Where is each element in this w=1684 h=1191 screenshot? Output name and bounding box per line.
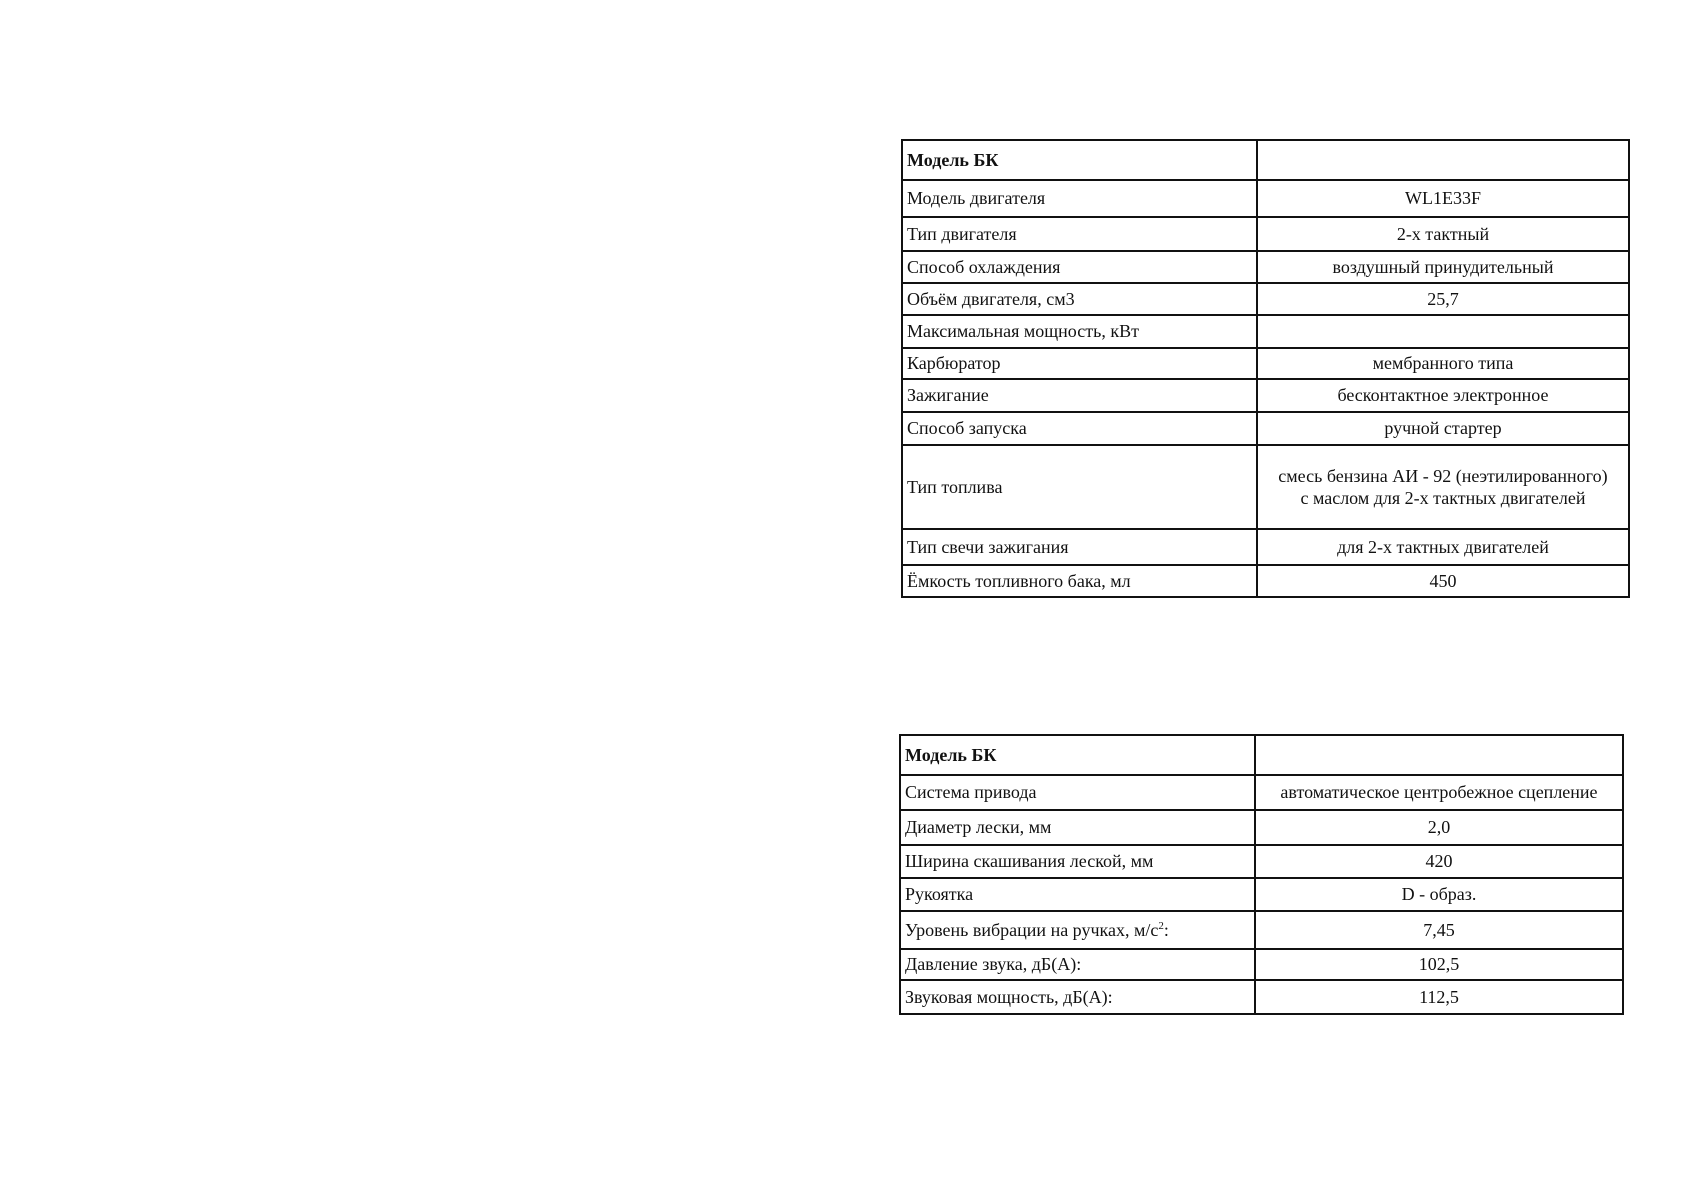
row-label: Тип топлива — [902, 445, 1257, 529]
table-row — [902, 379, 1629, 412]
row-value: 2-х тактный — [1257, 217, 1629, 251]
vibration-unit-superscript: 2 — [1158, 919, 1164, 932]
row-value — [1257, 140, 1629, 180]
row-value — [1257, 445, 1629, 529]
row-label — [900, 911, 1255, 949]
table-row — [900, 845, 1623, 878]
row-value: мембранного типа — [1257, 348, 1629, 379]
table-row — [900, 775, 1623, 810]
row-value: WL1E33F — [1257, 180, 1629, 217]
drive-specs-table — [899, 734, 1624, 1015]
fuel-type-line-2: с маслом для 2-х тактных двигателей — [1300, 488, 1586, 508]
row-label: Ширина скашивания леской, мм — [900, 845, 1255, 878]
row-value: 7,45 — [1255, 911, 1623, 949]
row-value — [1257, 315, 1629, 348]
row-value: 112,5 — [1255, 980, 1623, 1014]
table-row — [900, 878, 1623, 911]
table-row — [900, 810, 1623, 845]
row-label: Диаметр лески, мм — [900, 810, 1255, 845]
table-row — [902, 348, 1629, 379]
fuel-type-line-1: смесь бензина АИ - 92 (неэтилированного) — [1278, 465, 1608, 486]
table-row — [902, 180, 1629, 217]
row-value: 420 — [1255, 845, 1623, 878]
table-row — [902, 251, 1629, 283]
table-row — [902, 529, 1629, 565]
table-row — [902, 217, 1629, 251]
row-label: Способ охлаждения — [902, 251, 1257, 283]
row-label: Максимальная мощность, кВт — [902, 315, 1257, 348]
vibration-label-colon: : — [1163, 919, 1169, 940]
row-value: автоматическое центробежное сцепление — [1255, 775, 1623, 810]
row-label: Тип двигателя — [902, 217, 1257, 251]
row-label: Звуковая мощность, дБ(А): — [900, 980, 1255, 1014]
row-label: Карбюратор — [902, 348, 1257, 379]
row-label: Модель БК — [902, 140, 1257, 180]
row-value: ручной стартер — [1257, 412, 1629, 445]
table-row — [902, 283, 1629, 315]
row-value — [1255, 735, 1623, 775]
table-row — [900, 735, 1623, 775]
row-label: Тип свечи зажигания — [902, 529, 1257, 565]
row-label: Рукоятка — [900, 878, 1255, 911]
row-value: 25,7 — [1257, 283, 1629, 315]
row-value: 450 — [1257, 565, 1629, 597]
table-row — [902, 412, 1629, 445]
table-row — [902, 315, 1629, 348]
row-label: Способ запуска — [902, 412, 1257, 445]
row-value: 102,5 — [1255, 949, 1623, 980]
row-label: Система привода — [900, 775, 1255, 810]
row-value: 2,0 — [1255, 810, 1623, 845]
row-label: Зажигание — [902, 379, 1257, 412]
table-row — [902, 445, 1629, 529]
vibration-label: Уровень вибрации на ручках, м/с — [905, 919, 1159, 940]
row-label: Объём двигателя, см3 — [902, 283, 1257, 315]
table-row — [900, 980, 1623, 1014]
row-label: Модель БК — [900, 735, 1255, 775]
engine-specs-table — [901, 139, 1630, 598]
table-row — [900, 911, 1623, 949]
row-label: Модель двигателя — [902, 180, 1257, 217]
row-label: Ёмкость топливного бака, мл — [902, 565, 1257, 597]
row-value: для 2-х тактных двигателей — [1257, 529, 1629, 565]
table-row — [902, 565, 1629, 597]
table-row — [902, 140, 1629, 180]
row-value: бесконтактное электронное — [1257, 379, 1629, 412]
row-value: воздушный принудительный — [1257, 251, 1629, 283]
table-row — [900, 949, 1623, 980]
row-value: D - образ. — [1255, 878, 1623, 911]
row-label: Давление звука, дБ(А): — [900, 949, 1255, 980]
